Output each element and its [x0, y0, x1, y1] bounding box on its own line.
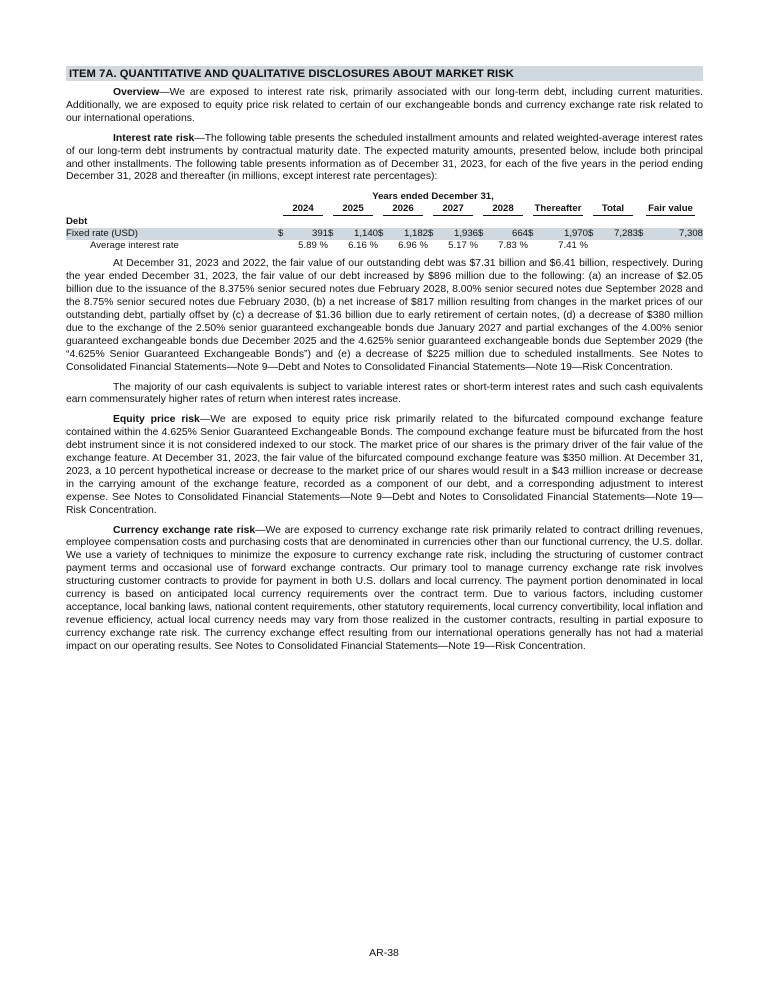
currency-symbol: $: [378, 228, 388, 240]
interest-rate-paragraph: [66, 133, 703, 185]
interest-rate-title: Interest rate risk: [113, 132, 195, 144]
table-cell: 6.16 %: [348, 240, 378, 252]
page-number: AR-38: [369, 947, 399, 959]
overview-paragraph: [66, 87, 703, 126]
column-header: Total: [593, 203, 633, 216]
column-header: 2028: [483, 203, 523, 216]
column-header: 2024: [283, 203, 323, 216]
table-cell: 5.17 %: [448, 240, 478, 252]
table-cell: 7.83 %: [498, 240, 528, 252]
table-cell: 7,283: [598, 228, 638, 240]
column-header: 2025: [333, 203, 373, 216]
currency-symbol: $: [478, 228, 488, 240]
debt-maturity-table: [66, 191, 703, 252]
row-label: Fixed rate (USD): [66, 228, 278, 240]
currency-symbol: $: [278, 228, 288, 240]
table-cell: 1,970: [538, 228, 588, 240]
column-header: Thereafter: [534, 203, 582, 215]
table-group-header: Years ended December 31,: [372, 191, 494, 203]
currency-risk-paragraph: [66, 525, 703, 654]
column-header: 2026: [383, 203, 423, 216]
currency-symbol: $: [328, 228, 338, 240]
table-cell: 664: [488, 228, 528, 240]
overview-title: Overview: [113, 87, 160, 98]
table-cell: 7,308: [648, 228, 703, 240]
table-cell: 1,936: [438, 228, 478, 240]
table-cell: 391: [288, 228, 328, 240]
interest-rate-text: —The following table presents the scheduled installment amounts and related weighted-average interest rates of our long-term debt instruments by contractual maturity date. The expected maturity amounts, presented below, include both principal and other installments. The following table presents information as of December 31, 2023, for each of the five years in the period ending December 31, 2028 and thereafter (in millions, except interest rate percentages):: [66, 132, 703, 183]
table-cell: 6.96 %: [398, 240, 428, 252]
table-cell: 1,140: [338, 228, 378, 240]
currency-symbol: $: [528, 228, 538, 240]
document-page: [66, 66, 703, 661]
section-heading: ITEM 7A. QUANTITATIVE AND QUALITATIVE DISCLOSURES ABOUT MARKET RISK: [66, 66, 703, 81]
fair-value-paragraph: At December 31, 2023 and 2022, the fair value of our outstanding debt was $7.31 billion and $6.41 billion, respectively. During the year ended December 31, 2023, the fair value of our debt increased by $896 million due to the following: (a) an increase of $2.05 billion due to the issuance of the 8.375% senior secured notes due February 2028, 8.00% senior secured notes due September 2028 and the 8.75% senior secured notes due February 2030, (b) a net increase of $817 million resulting from changes in the market prices of our outstanding debt, partially offset by (c) a decrease of $1.36 billion due to early retirement of certain notes, (d) a decrease of $380 million due to the exchange of the 2.50% senior guaranteed exchangeable bonds due January 2027 and partial exchanges of the 4.00% senior guaranteed exchangeable bonds due December 2025 and the 4.625% senior guaranteed exchangeable bonds due September 2029 (the “4.625% Senior Guaranteed Exchangeable Bonds”) and (e) a decrease of $225 million due to scheduled installments. See Notes to Consolidated Financial Statements—Note 9—Debt and Notes to Consolidated Financial Statements—Note 19—Risk Concentration.: [66, 258, 703, 373]
column-header: 2027: [433, 203, 473, 216]
currency-risk-text: —We are exposed to currency exchange rate risk primarily related to contract drilling revenues, employee compensation costs and purchasing costs that are denominated in currencies other than our functional currency, the U.S. dollar. We use a variety of techniques to minimize the exposure to currency exchange rate risk, including the structuring of customer contract payment terms and occasional use of forward exchange contracts. Our primary tool to manage currency exchange rate risk involves structuring customer contracts to provide for payment in both U.S. dollars and local currency. The payment portion denominated in local currency is based on anticipated local currency requirements over the contract term. Due to various factors, including customer acceptance, local banking laws, national content requirements, other statutory requirements, local currency convertibility, local inflation and revenue efficiency, actual local currency needs may vary from those realized in the customer contracts, resulting in partial exposure to currency exchange rate risk. The currency exchange effect resulting from our international operations generally has not had a material impact on our operating results. See Notes to Consolidated Financial Statements—Note 19—Risk Concentration.: [66, 524, 703, 652]
currency-symbol: $: [588, 228, 598, 240]
currency-symbol: $: [638, 228, 648, 240]
equity-price-text: —We are exposed to equity price risk primarily related to the bifurcated compound exchange feature contained within the 4.625% Senior Guaranteed Exchangeable Bonds. The compound exchange feature must be bifurcated from the host debt instrument since it is not considered indexed to our stock. The market price of our shares is the primary driver of the fair value of the exchange feature. At December 31, 2023, the fair value of the bifurcated compound exchange feature was $350 million. At December 31, 2023, a 10 percent hypothetical increase or decrease to the market price of our shares would result in a $43 million increase or decrease in the carrying amount of the exchange feature, recorded as a component of our debt, and a corresponding adjustment to interest expense. See Notes to Consolidated Financial Statements—Note 9—Debt and Notes to Consolidated Financial Statements—Note 19—Risk Concentration.: [66, 414, 703, 516]
overview-text: —We are exposed to interest rate risk, primarily associated with our long-term debt, including current maturities. Additionally, we are exposed to equity price risk related to certain of our exchangeable bonds and currency exchange rate risk related to our international operations.: [66, 87, 703, 124]
cash-equivalents-paragraph: The majority of our cash equivalents is subject to variable interest rates or short-term interest rates and such cash equivalents earn commensurately higher rates of return when interest rates increase.: [66, 381, 703, 406]
table-row: [66, 240, 703, 252]
table-cell: 5.89 %: [298, 240, 328, 252]
table-section-label: Debt: [66, 216, 88, 228]
table-row: [66, 228, 703, 240]
table-cell: 1,182: [388, 228, 428, 240]
table-cell: 7.41 %: [558, 240, 588, 252]
equity-price-title: Equity price risk: [113, 414, 200, 426]
currency-risk-title: Currency exchange rate risk: [113, 524, 256, 536]
currency-symbol: $: [428, 228, 438, 240]
column-header: Fair value: [648, 203, 693, 215]
equity-price-paragraph: [66, 414, 703, 517]
row-label: Average interest rate: [90, 240, 179, 252]
